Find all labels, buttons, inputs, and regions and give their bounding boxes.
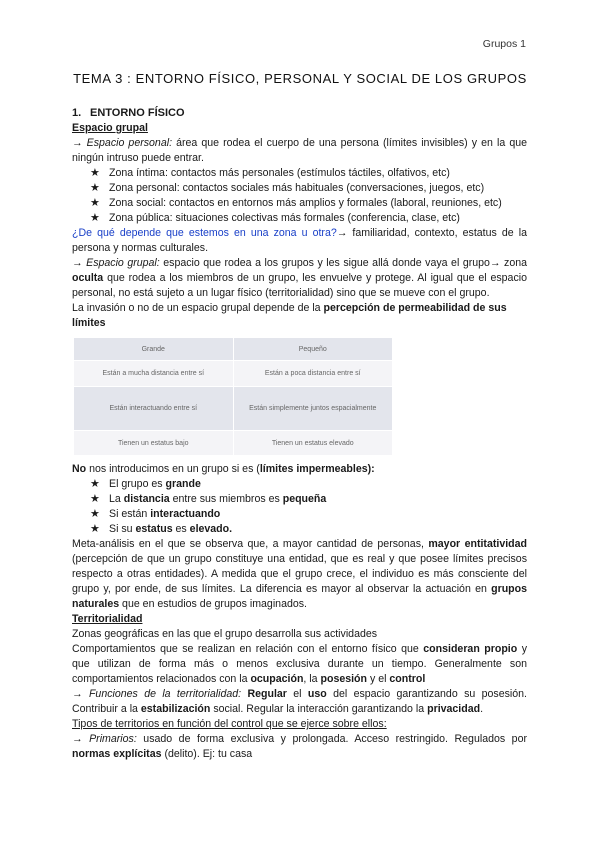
table-cell: Están a mucha distancia entre sí (74, 361, 233, 387)
star-bullet-icon: ★ (90, 508, 100, 520)
star-bullet-icon: ★ (90, 182, 100, 194)
page-title: TEMA 3 : ENTORNO FÍSICO, PERSONAL Y SOCIAL DE LOS GRUPOS (73, 71, 527, 86)
table-row (74, 387, 392, 431)
list-item: ★ Zona pública: situaciones colectivas más formales (conferencia, clase, etc) (90, 212, 460, 224)
comparison-table (74, 338, 392, 455)
subheading-espacio-grupal: Espacio grupal (72, 122, 148, 134)
table-header-cell: Pequeño (233, 338, 392, 361)
table-header-cell: Grande (74, 338, 233, 361)
table-cell: Están simplemente juntos espacialmente (233, 387, 392, 431)
paragraph-espacio-personal: → Espacio personal: área que rodea el cuerpo de una persona (límites invisibles) y en la que ningún intruso puede entrar. (72, 137, 527, 164)
section-heading: 1. ENTORNO FÍSICO (72, 107, 185, 119)
paragraph-espacio-grupal: → Espacio grupal: espacio que rodea a los grupos y les sigue allá donde vaya el grupo→ zona oculta que rodea a los miembros de un grupo, les envuelve y protege. Al igual que el espacio personal, no está sujeto a un lugar físico (territorialidad) sino que se mueve con el grupo. (72, 257, 527, 299)
list-item: ★ La distancia entre sus miembros es pequeña (90, 493, 327, 505)
paragraph-no-intro: No nos introducimos en un grupo si es (límites impermeables): (72, 463, 375, 475)
list-item: ★ Zona social: contactos en entornos más amplios y formales (laboral, reuniones, etc) (90, 197, 502, 209)
subheading-tipos: Tipos de territorios en función del control que se ejerce sobre ellos: (72, 718, 387, 730)
paragraph-meta-analisis: Meta-análisis en el que se observa que, a mayor cantidad de personas, mayor entitatividad (percepción de que un grupo constituye una entidad, que es real y que posee límites precisos respecto a otras entidades). A medida que el grupo crece, el individuo es más consciente del grupo y, por ende, de sus límites. La diferencia es mayor al observar la actuación en grupos naturales que en estudios de grupos imaginados. (72, 538, 527, 610)
star-bullet-icon: ★ (90, 212, 100, 224)
subheading-territorialidad: Territorialidad (72, 613, 143, 625)
question-text: ¿De qué depende que estemos en una zona u otra? (72, 227, 337, 239)
star-bullet-icon: ★ (90, 197, 100, 209)
list-item: ★ El grupo es grande (90, 478, 201, 490)
zones-list (72, 166, 527, 226)
list-item: ★ Zona personal: contactos sociales más habituales (conversaciones, juegos, etc) (90, 182, 485, 194)
paragraph-invasion: La invasión o no de un espacio grupal depende de la percepción de permeabilidad de sus límites (72, 302, 507, 329)
list-item: ★ Si su estatus es elevado. (90, 523, 233, 535)
paragraph-funciones: → Funciones de la territorialidad: Regular el uso del espacio garantizando su posesión. Contribuir a la estabilización social. Regular la interacción garantizando la privacidad. (72, 688, 527, 715)
star-bullet-icon: ★ (90, 478, 100, 490)
paragraph-primarios: → Primarios: usado de forma exclusiva y prolongada. Acceso restringido. Regulados por normas explícitas (delito). Ej: tu casa (72, 733, 527, 760)
star-bullet-icon: ★ (90, 167, 100, 179)
conditions-list (72, 477, 527, 537)
table-cell: Están a poca distancia entre sí (233, 361, 392, 387)
page-header-label: Grupos 1 (482, 38, 526, 50)
table-cell: Tienen un estatus elevado (233, 431, 392, 456)
star-bullet-icon: ★ (90, 523, 100, 535)
list-item: ★ Si están interactuando (90, 508, 221, 520)
paragraph-comportamientos: Comportamientos que se realizan en relación con el entorno físico que consideran propio y que utilizan de forma más o menos exclusiva durante un tiempo. Generalmente son comportamientos relacionados con la ocupación, la posesión y el control (72, 643, 527, 685)
list-item: ★ Zona íntima: contactos más personales (estímulos táctiles, olfativos, etc) (90, 167, 450, 179)
paragraph-question: ¿De qué depende que estemos en una zona u otra?→ familiaridad, contexto, estatus de la persona y normas culturales. (72, 227, 527, 254)
table-header-row (74, 338, 392, 361)
star-bullet-icon: ★ (90, 493, 100, 505)
document-body (72, 106, 527, 762)
table-row (74, 431, 392, 456)
table-cell: Tienen un estatus bajo (74, 431, 233, 456)
paragraph-zonas: Zonas geográficas en las que el grupo desarrolla sus actividades (72, 628, 378, 640)
table-cell: Están interactuando entre sí (74, 387, 233, 431)
table-row (74, 361, 392, 387)
